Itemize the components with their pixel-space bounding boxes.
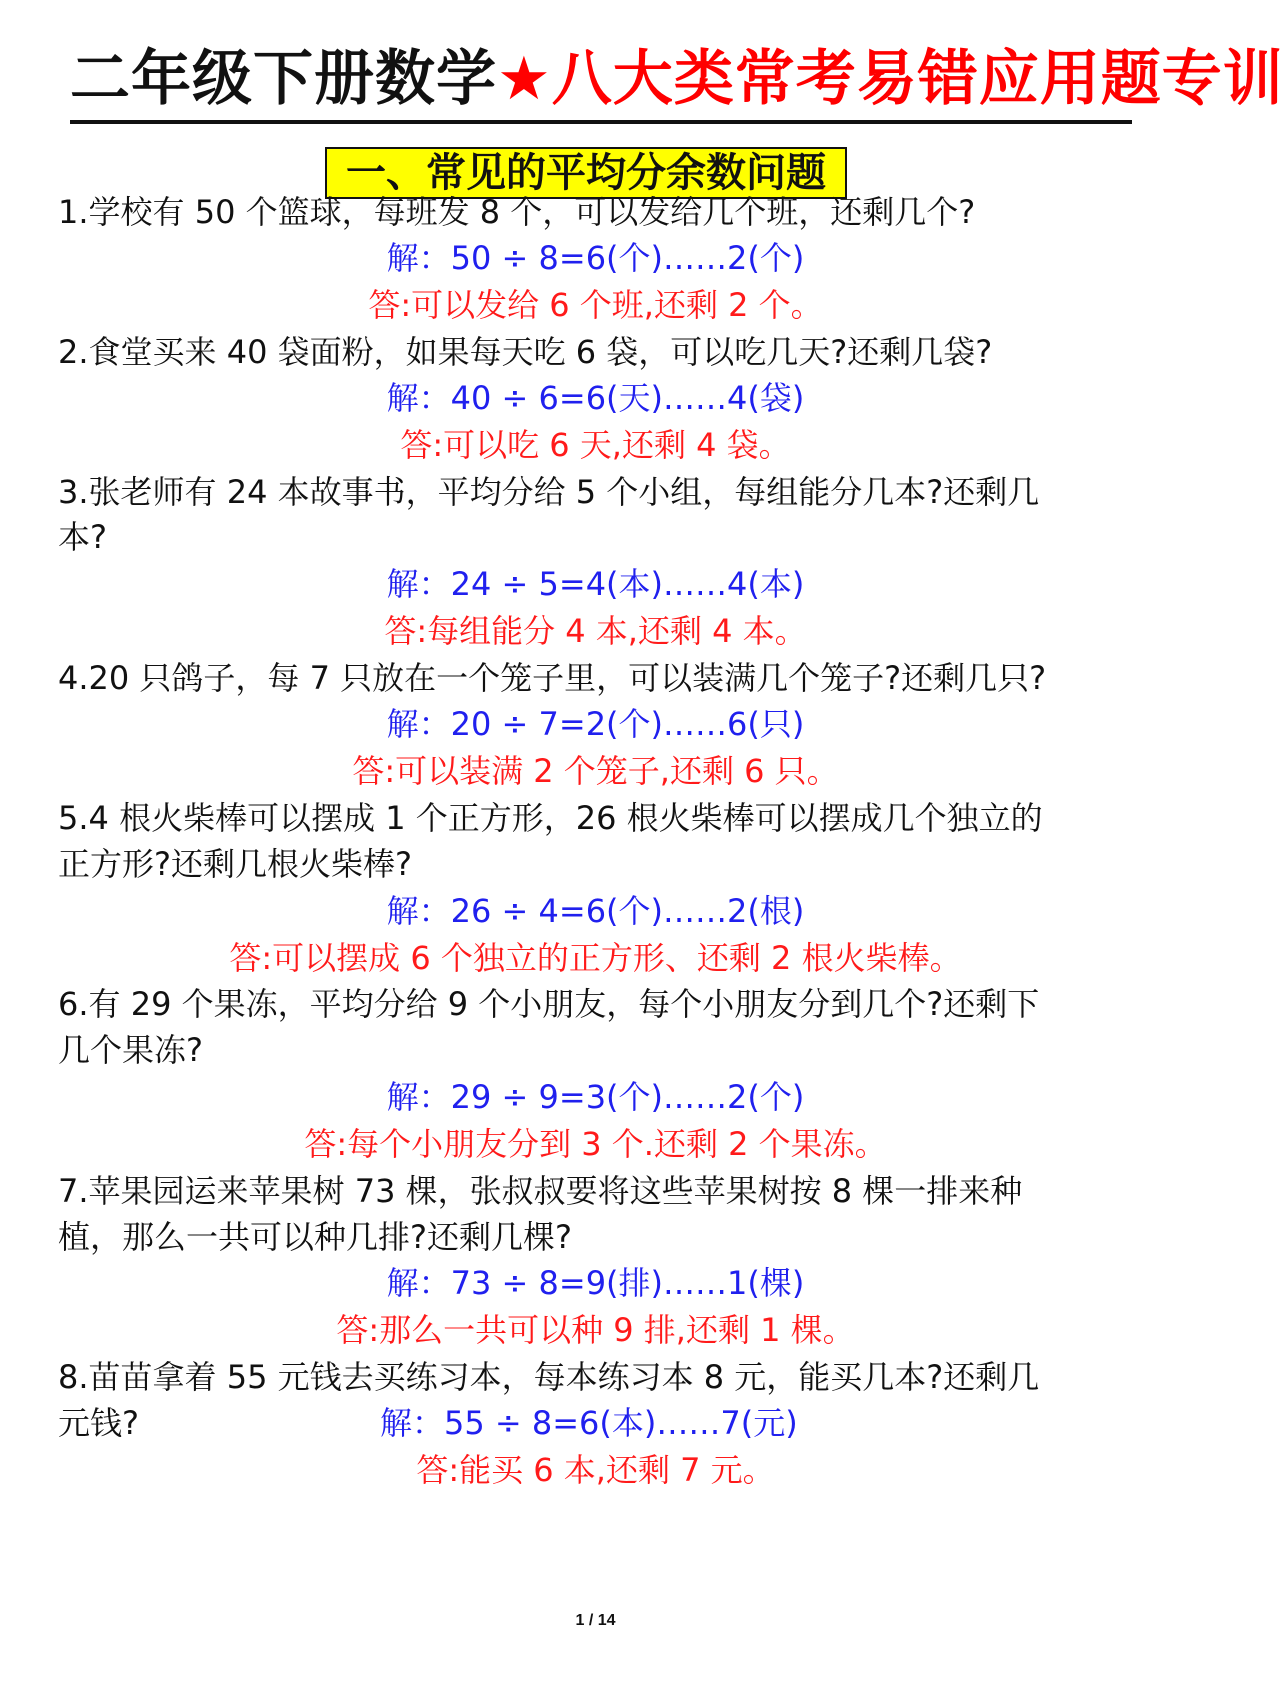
- problem-1-answer: 答:可以发给 6 个班,还剩 2 个。: [368, 286, 823, 324]
- problem-7-question-line2: 植，那么一共可以种几排?还剩几棵?: [58, 1218, 572, 1256]
- problem-2-answer: 答:可以吃 6 天,还剩 4 袋。: [400, 426, 791, 464]
- problem-3-solution: 解：24 ÷ 5=4(本)……4(本): [386, 565, 805, 603]
- problem-1-solution: 解：50 ÷ 8=6(个)……2(个): [386, 239, 805, 277]
- problem-6-question-line2: 几个果冻?: [58, 1031, 203, 1069]
- problem-5-question-line1: 5.4 根火柴棒可以摆成 1 个正方形，26 根火柴棒可以摆成几个独立的: [58, 799, 1043, 837]
- problem-2-solution: 解：40 ÷ 6=6(天)……4(袋): [386, 379, 805, 417]
- page-number: 1 / 14: [575, 1612, 616, 1629]
- problem-3-question-line1: 3.张老师有 24 本故事书，平均分给 5 个小组，每组能分几本?还剩几: [58, 473, 1040, 511]
- problem-6-solution: 解：29 ÷ 9=3(个)……2(个): [386, 1078, 805, 1116]
- problem-7-question-line1: 7.苹果园运来苹果树 73 棵，张叔叔要将这些苹果树按 8 棵一排来种: [58, 1172, 1023, 1210]
- title-red-part: 八大类常考易错应用题专训: [551, 44, 1284, 114]
- title-underline: [70, 120, 1132, 124]
- problem-6-question-line1: 6.有 29 个果冻，平均分给 9 个小朋友，每个小朋友分到几个?还剩下: [58, 985, 1040, 1023]
- problem-1-question: 1.学校有 50 个篮球，每班发 8 个，可以发给几个班，还剩几个?: [58, 193, 976, 231]
- problem-3-question-line2: 本?: [58, 518, 107, 556]
- problem-3-answer: 答:每组能分 4 本,还剩 4 本。: [384, 612, 807, 650]
- problem-4-answer: 答:可以装满 2 个笼子,还剩 6 只。: [352, 752, 839, 790]
- problem-5-answer: 答:可以摆成 6 个独立的正方形、还剩 2 根火柴棒。: [229, 939, 962, 977]
- problem-4-solution: 解：20 ÷ 7=2(个)……6(只): [386, 705, 805, 743]
- problem-5-solution: 解：26 ÷ 4=6(个)……2(根): [386, 892, 805, 930]
- problem-4-question: 4.20 只鸽子，每 7 只放在一个笼子里，可以装满几个笼子?还剩几只?: [58, 659, 1047, 697]
- problem-8-solution: 解：55 ÷ 8=6(本)……7(元): [380, 1404, 798, 1442]
- problem-6-answer: 答:每个小朋友分到 3 个.还剩 2 个果冻。: [304, 1125, 887, 1163]
- problem-5-question-line2: 正方形?还剩几根火柴棒?: [58, 845, 412, 883]
- problem-8-question-line1: 8.苗苗拿着 55 元钱去买练习本，每本练习本 8 元，能买几本?还剩几: [58, 1358, 1040, 1396]
- page-title: [70, 40, 1284, 118]
- problem-7-solution: 解：73 ÷ 8=9(排)……1(棵): [386, 1264, 805, 1302]
- problem-8-answer: 答:能买 6 本,还剩 7 元。: [416, 1451, 775, 1489]
- problem-8-question-line2: 元钱?: [58, 1404, 139, 1442]
- title-black-part: 二年级下册数学: [70, 44, 497, 114]
- star-icon: ★: [497, 44, 552, 114]
- problem-7-answer: 答:那么一共可以种 9 排,还剩 1 棵。: [336, 1311, 855, 1349]
- section-heading: 一、常见的平均分余数问题: [325, 147, 847, 199]
- problem-2-question: 2.食堂买来 40 袋面粉，如果每天吃 6 袋，可以吃几天?还剩几袋?: [58, 333, 993, 371]
